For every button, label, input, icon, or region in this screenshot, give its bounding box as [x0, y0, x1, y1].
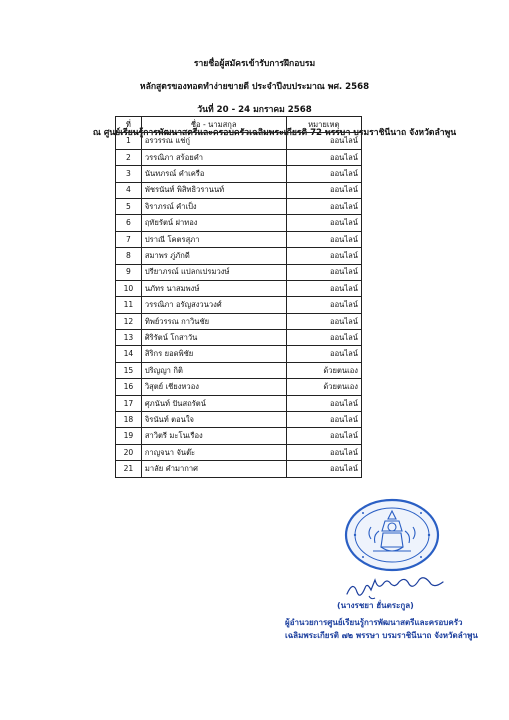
row-name: อรวรรณ แช่กู่: [141, 133, 286, 149]
row-number: 1: [116, 133, 142, 149]
row-name: วรรณิภา อรัญสงวนวงศ์: [141, 297, 286, 313]
row-name: จิรนันท์ ตอนใจ: [141, 412, 286, 428]
table-row: [116, 412, 362, 428]
table-row: [116, 215, 362, 231]
row-name: ปราณี โคตรสุภา: [141, 231, 286, 247]
table-row: [116, 362, 362, 378]
signer-position-line2: เฉลิมพระเกียรติ ๗๒ พรรษา บรมราชินีนาถ จังหวัดลำพูน: [285, 631, 478, 640]
row-name: สิริกร ยอดพิชัย: [141, 346, 286, 362]
row-note: ออนไลน์: [286, 412, 361, 428]
row-name: สมาพร ภู่ภักดี: [141, 248, 286, 264]
table-row: [116, 264, 362, 280]
table-row: [116, 428, 362, 444]
row-note: ออนไลน์: [286, 297, 361, 313]
training-dates: วันที่ 20 - 24 มกราคม 2568: [197, 105, 312, 115]
row-number: 17: [116, 395, 142, 411]
row-name: ศุภนันท์ ปันสถรัตน์: [141, 395, 286, 411]
row-note: ออนไลน์: [286, 444, 361, 460]
applicant-table: [115, 116, 362, 478]
row-number: 12: [116, 313, 142, 329]
row-number: 11: [116, 297, 142, 313]
table-row: [116, 133, 362, 149]
row-note: ออนไลน์: [286, 231, 361, 247]
row-note: ออนไลน์: [286, 215, 361, 231]
row-number: 9: [116, 264, 142, 280]
row-number: 15: [116, 362, 142, 378]
row-number: 4: [116, 182, 142, 198]
row-name: กาญจนา จันต๊ะ: [141, 444, 286, 460]
row-note: ออนไลน์: [286, 330, 361, 346]
table-row: [116, 166, 362, 182]
row-number: 18: [116, 412, 142, 428]
row-number: 20: [116, 444, 142, 460]
row-note: ออนไลน์: [286, 313, 361, 329]
row-number: 13: [116, 330, 142, 346]
course-title: หลักสูตรของทอดทำง่ายขายดี ประจำปีงบประมาณ พศ. 2568: [139, 82, 370, 92]
table-row: [116, 280, 362, 296]
signer-name: (นางรชยา ฮั่นตระกูล): [337, 601, 414, 610]
row-name: สาวิตรี มะโนเรือง: [141, 428, 286, 444]
row-name: นันทภรณ์ คำเครือ: [141, 166, 286, 182]
row-note: ด้วยตนเอง: [286, 379, 361, 395]
column-header-name: ชื่อ - นามสกุล: [141, 117, 286, 133]
row-note: ออนไลน์: [286, 264, 361, 280]
row-name: จิราภรณ์ คำเป็ง: [141, 198, 286, 214]
table-row: [116, 182, 362, 198]
row-name: ฤทัยรัตน์ ฝาทอง: [141, 215, 286, 231]
row-note: ออนไลน์: [286, 428, 361, 444]
row-note: ออนไลน์: [286, 346, 361, 362]
row-number: 2: [116, 149, 142, 165]
table-row: [116, 346, 362, 362]
row-note: ออนไลน์: [286, 280, 361, 296]
row-note: ออนไลน์: [286, 166, 361, 182]
row-note: ออนไลน์: [286, 395, 361, 411]
row-note: ออนไลน์: [286, 133, 361, 149]
row-number: 3: [116, 166, 142, 182]
row-note: ออนไลน์: [286, 461, 361, 477]
row-number: 5: [116, 198, 142, 214]
row-number: 10: [116, 280, 142, 296]
table-row: [116, 149, 362, 165]
table-header-row: [116, 117, 362, 133]
table-row: [116, 297, 362, 313]
row-number: 6: [116, 215, 142, 231]
row-name: วรรณิภา สร้อยคำ: [141, 149, 286, 165]
document-title: รายชื่อผู้สมัครเข้ารับการฝึกอบรม: [193, 59, 316, 69]
row-note: ออนไลน์: [286, 198, 361, 214]
training-venue: ณ ศูนย์เรียนรู้การพัฒนาสตรีและครอบครัวเฉลิมพระเกียรติ 72 พรรษา บรมราชินีนาถ จังหวัดลำพูน: [92, 128, 457, 138]
row-name: วิสุตย์ เชียงหวอง: [141, 379, 286, 395]
row-name: มาลัย คำมากาศ: [141, 461, 286, 477]
row-name: นภัทร นาสมพงษ์: [141, 280, 286, 296]
row-name: ทิพย์วรรณ กาวินชัย: [141, 313, 286, 329]
row-name: ปรียาภรณ์ แปลกเปรมวงษ์: [141, 264, 286, 280]
table-row: [116, 198, 362, 214]
table-row: [116, 231, 362, 247]
row-note: ออนไลน์: [286, 182, 361, 198]
table-row: [116, 395, 362, 411]
row-number: 21: [116, 461, 142, 477]
table-row: [116, 313, 362, 329]
column-header-number: ที่: [116, 117, 142, 133]
row-note: ด้วยตนเอง: [286, 362, 361, 378]
official-seal-icon: [343, 497, 441, 573]
row-name: ศิริรัตน์ โกสาวัน: [141, 330, 286, 346]
row-name: ปริญญา กิติ: [141, 362, 286, 378]
table-row: [116, 444, 362, 460]
row-number: 19: [116, 428, 142, 444]
table-row: [116, 461, 362, 477]
table-row: [116, 248, 362, 264]
row-number: 14: [116, 346, 142, 362]
row-name: พัชรนันท์ พิสิทธิวรานนท์: [141, 182, 286, 198]
row-note: ออนไลน์: [286, 149, 361, 165]
table-row: [116, 330, 362, 346]
signer-position-line1: ผู้อำนวยการศูนย์เรียนรู้การพัฒนาสตรีและครอบครัว: [285, 618, 463, 627]
table-row: [116, 379, 362, 395]
row-note: ออนไลน์: [286, 248, 361, 264]
row-number: 7: [116, 231, 142, 247]
row-number: 16: [116, 379, 142, 395]
column-header-note: หมายเหตุ: [286, 117, 361, 133]
row-number: 8: [116, 248, 142, 264]
